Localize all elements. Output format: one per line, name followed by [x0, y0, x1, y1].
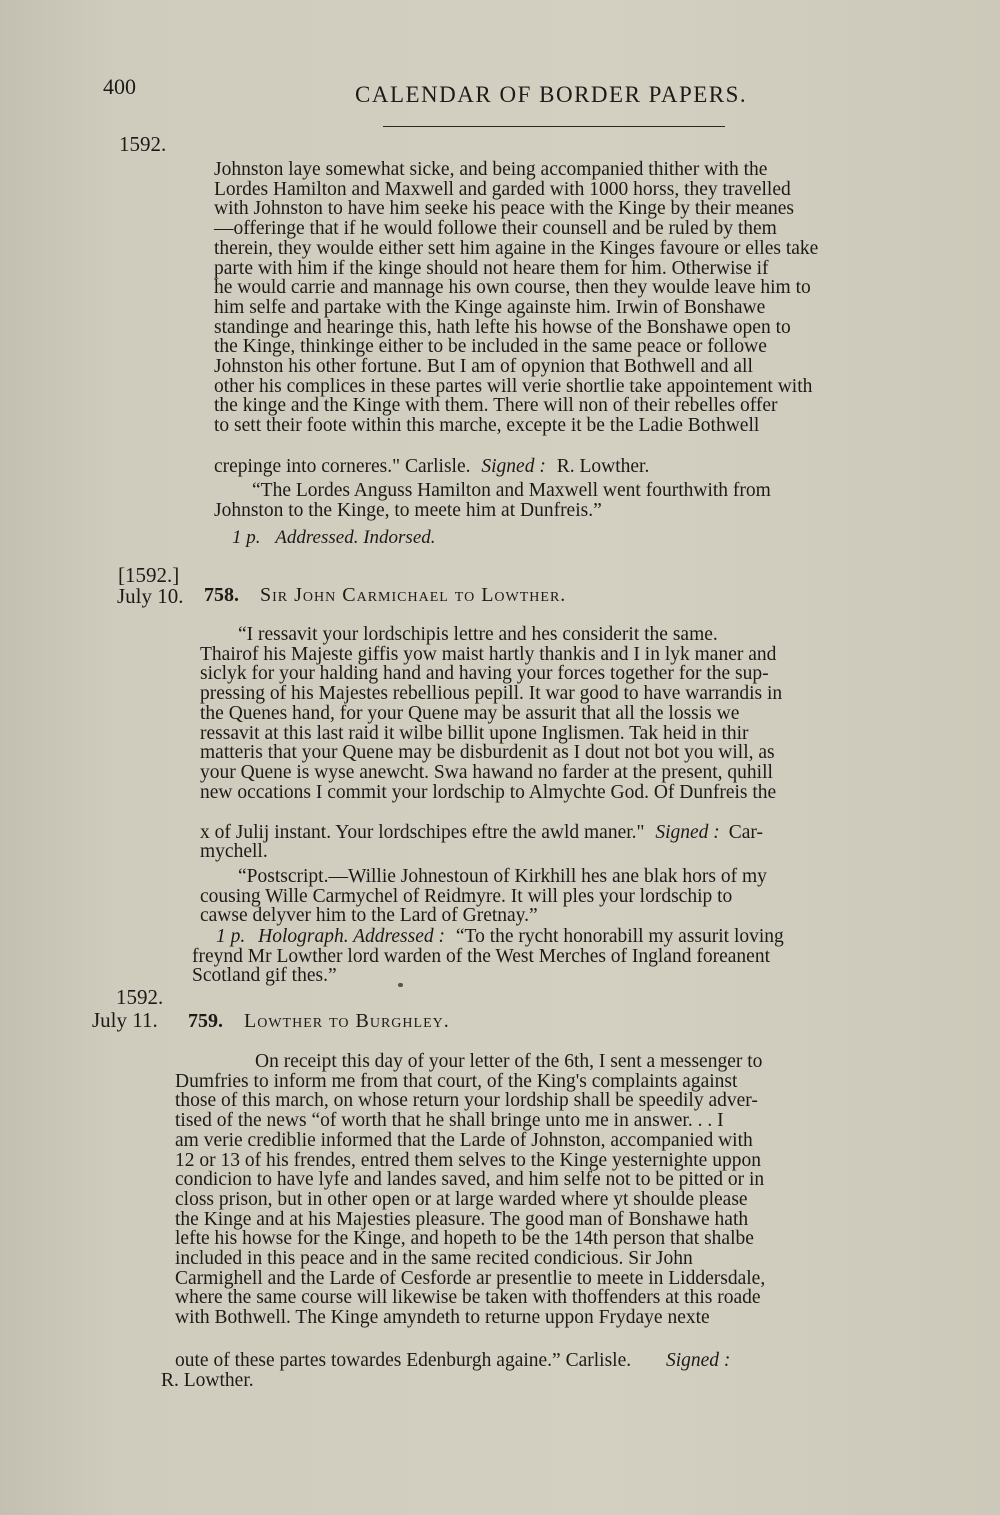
continuation-line: other his complices in these partes will verie shortlie take appointement with — [214, 375, 813, 397]
signed-label: Signed : — [481, 456, 546, 477]
continuation-line: the Kinge, thinkinge either to be included in the same peace or followe — [214, 336, 767, 358]
entry-758-address-line-3: Scotland gif thes.” — [192, 965, 337, 987]
entry-758-line: the Quenes hand, for your Quene may be assurit that all the lossis we — [200, 702, 740, 724]
entry-759-line: condicion to have lyfe and landes saved, and him selfe not to be pitted or in — [175, 1169, 765, 1191]
margin-year: 1592. — [119, 132, 167, 156]
entry-758-heading — [204, 584, 566, 607]
note-1-pages: 1 p. — [232, 527, 261, 548]
margin-year-759: 1592. — [116, 985, 164, 1009]
entry-758-text — [200, 625, 863, 802]
entry-758-postscript-line: cousing Wille Carmychel of Reidmyre. It will ples your lordschip to — [200, 885, 733, 907]
header-rule — [383, 126, 725, 127]
postscript-1-line-2: Johnston to the Kinge, to meete him at Dunfreis.” — [214, 499, 602, 521]
entry-758-line: Thairof his Majeste giffis yow maist hartly thankis and I in lyk maner and — [200, 643, 777, 665]
entry-759-line: Dumfries to inform me from that court, of the King's complaints against — [175, 1070, 738, 1092]
entry-758-note-text: Holograph. Addressed : — [258, 926, 445, 947]
entry-759-text — [175, 1052, 850, 1328]
entry-758-signed-name: Car- — [728, 822, 763, 843]
continuation-line: therein, they woulde either sett him againe in the Kinges favoure or elles take — [214, 237, 819, 259]
entry-759-closing-line: oute of these partes towardes Edenburgh againe.” Carlisle. — [175, 1350, 632, 1371]
entry-758-signed-label: Signed : — [655, 822, 720, 843]
entry-758-address-line-1: “To the rycht honorabill my assurit loving — [455, 926, 784, 947]
continuation-line: to sett their foote within this marche, excepte it be the Ladie Bothwell — [214, 415, 760, 437]
entry-758-postscript-text — [200, 867, 855, 926]
entry-759-line: included in this peace and in the same recited condicious. Sir John — [175, 1248, 693, 1270]
margin-date-759: July 11. — [92, 1008, 158, 1032]
entry-759-heading — [188, 1010, 450, 1033]
entry-759-line: lefte his howse for the Kinge, and hopeth to be the 14th person that shalbe — [175, 1228, 754, 1250]
continuation-line: with Johnston to have him seeke his peace with the Kinge by their meanes — [214, 198, 794, 220]
postscript-1-line-1: “The Lordes Anguss Hamilton and Maxwell went fourthwith from — [252, 480, 771, 501]
postscript-1 — [214, 481, 884, 520]
entry-759-line: On receipt this day of your letter of the 6th, I sent a messenger to — [255, 1051, 763, 1072]
entry-759-signed-label: Signed : — [665, 1350, 731, 1371]
signed-name: R. Lowther. — [556, 456, 650, 477]
entry-759-line: 12 or 13 of his frendes, entred them selves to the Kinge yesternighte uppon — [175, 1149, 761, 1171]
entry-758-line: pressing of his Majestes rebellious pepill. It war good to have warrandis in — [200, 683, 783, 705]
entry-759-signed-name: R. Lowther. — [161, 1370, 254, 1391]
continuation-line: parte with him if the kinge should not heare them for him. Otherwise if — [214, 257, 769, 279]
entry-758-title: Sir John Carmichael to Lowther. — [260, 584, 567, 606]
entry-758-postscript-line: “Postscript.—Willie Johnestoun of Kirkhill hes ane blak hors of my — [238, 866, 767, 887]
note-1-text: Addressed. Indorsed. — [275, 527, 436, 548]
entry-759-line: closs prison, but in other open or at large warded where yt shoulde please — [175, 1188, 748, 1210]
continuation-line: the kinge and the Kinge with them. There will non of their rebelles offer — [214, 395, 778, 417]
margin-date-758: July 10. — [117, 584, 184, 608]
entry-758-address-line-2: freynd Mr Lowther lord warden of the West Merches of Ingland foreanent — [192, 945, 770, 967]
entry-759-line: where the same course will likewise be taken with thoffenders at this roade — [175, 1287, 761, 1309]
entry-758-closing-line: x of Julij instant. Your lordschipes eftre the awld maner." — [200, 822, 645, 843]
entry-759-line: the Kinge and at his Majesties pleasure. The good man of Bonshawe hath — [175, 1208, 749, 1230]
entry-759-closing — [175, 1351, 850, 1371]
entry-758-postscript-line: cawse delyver him to the Lard of Gretnay.” — [200, 905, 538, 927]
entry-759-line: tised of the news “of worth that he shall bringe unto me in answer. . . I — [175, 1110, 724, 1132]
continuation-paragraph — [214, 160, 884, 436]
entry-759-line: those of this march, on whose return your lordship shall be speedily adver- — [175, 1090, 758, 1112]
entry-758-line: your Quene is wyse anewcht. Swa hawand no farder at the present, quhill — [200, 761, 773, 783]
entry-759-number: 759. — [188, 1010, 223, 1032]
entry-759-line: am verie crediblie informed that the Larde of Johnston, accompanied with — [175, 1129, 753, 1151]
entry-758-note — [192, 927, 852, 986]
entry-758-line: ressavit at this last raid it wilbe billit upone Inglismen. Tak heid in thir — [200, 722, 749, 744]
entry-759-line: with Bothwell. The Kinge amyndeth to returne uppon Frydaye nexte — [175, 1307, 710, 1329]
running-title: CALENDAR OF BORDER PAPERS. — [355, 82, 748, 107]
entry-759-title: Lowther to Burghley. — [244, 1010, 450, 1032]
continuation-line: him selfe and partake with the Kinge againste him. Irwin of Bonshawe — [214, 296, 766, 318]
entry-758-line: “I ressavit your lordschipis lettre and hes considerit the same. — [238, 624, 718, 645]
entry-758-line: siclyk for your halding hand and having your forces together for the sup- — [200, 663, 769, 685]
continuation-line: Johnston laye somewhat sicke, and being accompanied thither with the — [214, 159, 768, 180]
page-number: 400 — [103, 74, 136, 99]
note-1 — [232, 527, 436, 549]
continuation-line: Johnston his other fortune. But I am of opynion that Bothwell and all — [214, 356, 753, 378]
continuation-text — [214, 160, 884, 436]
entry-758-note-line — [192, 927, 852, 947]
entry-758-postscript — [200, 867, 855, 926]
entry-758-closing — [200, 823, 863, 843]
entry-758-line: new occations I commit your lordschip to Almychte God. Of Dunfreis the — [200, 781, 777, 803]
continuation-line: standinge and hearinge this, hath lefte his howse of the Bonshawe open to — [214, 316, 791, 338]
entry-759-letter — [175, 1052, 850, 1328]
entry-758-signed-name-cont: mychell. — [200, 841, 268, 862]
continuation-line: —offeringe that if he would followe their counsell and be ruled by them — [214, 218, 777, 240]
entry-758-letter — [200, 625, 863, 802]
entry-759-line: Carmighell and the Larde of Cesforde ar presentlie to meete in Liddersdale, — [175, 1267, 766, 1289]
continuation-line: Lordes Hamilton and Maxwell and garded with 1000 horss, they travelled — [214, 178, 791, 200]
margin-year-bracket: [1592.] — [118, 563, 180, 587]
continuation-last-line: crepinge into corneres." Carlisle. — [214, 456, 471, 477]
entry-758-note-pages: 1 p. — [216, 926, 246, 947]
ink-blot — [398, 983, 403, 987]
entry-758-line: matteris that your Quene may be disburdenit as I dout not bot you will, as — [200, 742, 775, 764]
continuation-end-line — [214, 457, 884, 477]
entry-758-number: 758. — [204, 584, 239, 606]
continuation-line: he would carrie and mannage his own course, then they woulde leave him to — [214, 277, 811, 299]
